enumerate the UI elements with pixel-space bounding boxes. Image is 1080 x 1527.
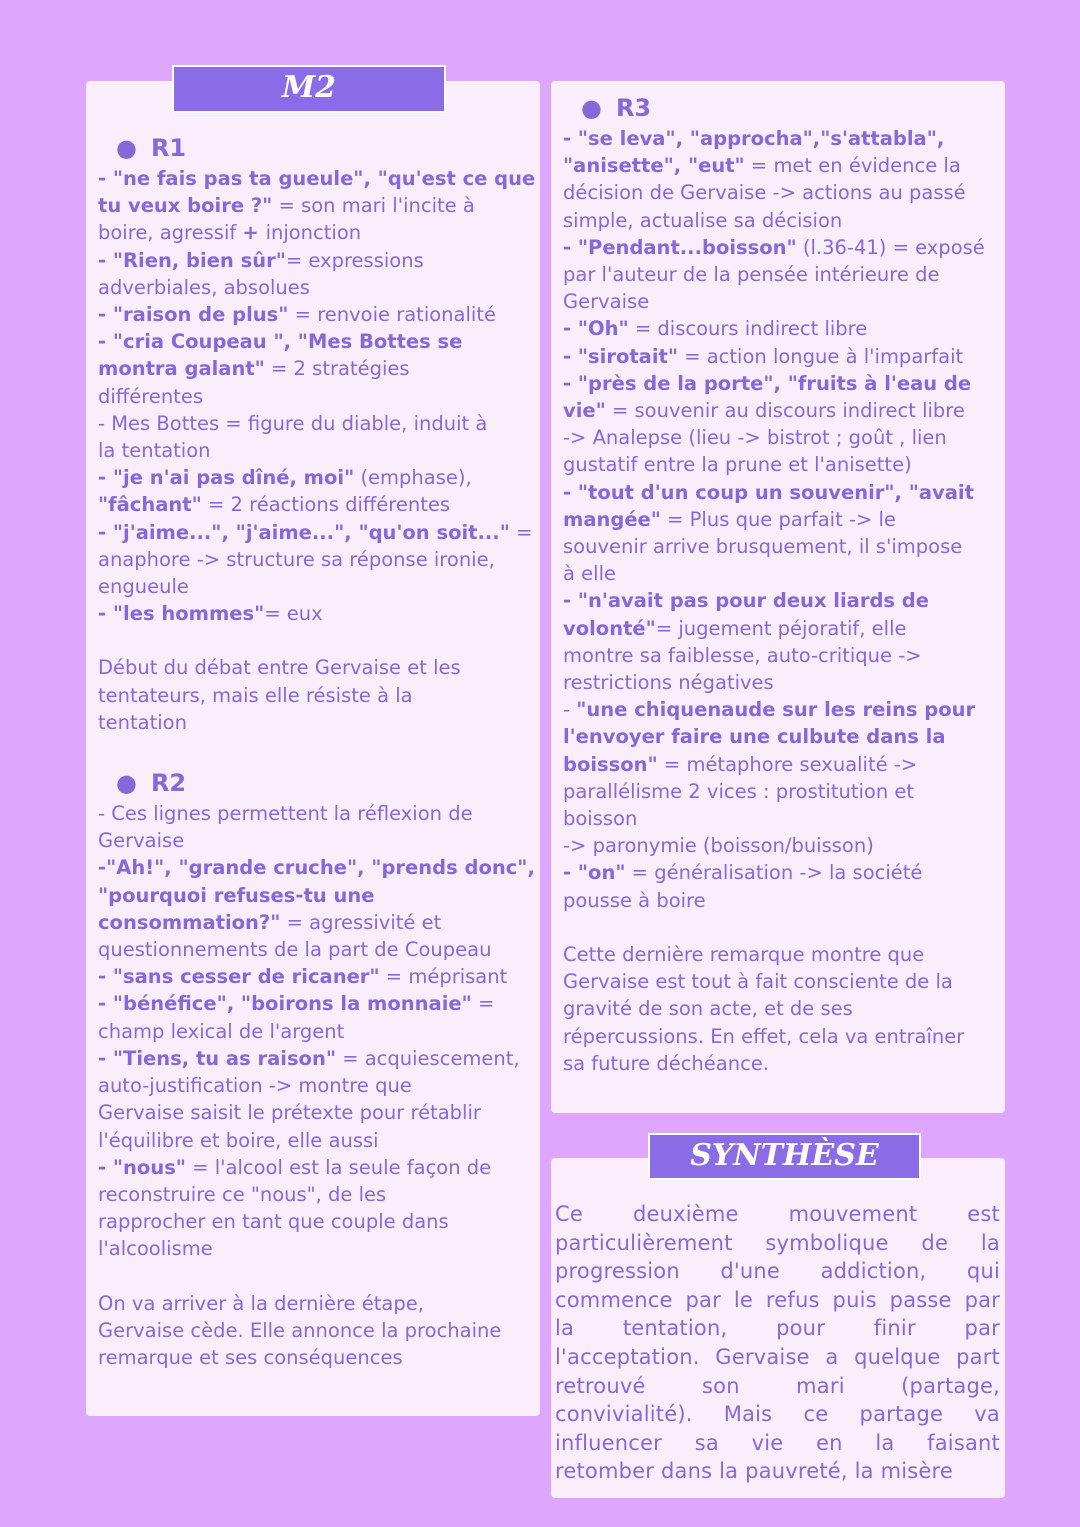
bold-quote: - "bénéfice", "boirons la monnaie"	[98, 992, 472, 1016]
text-segment: remarque et ses conséquences	[98, 1345, 403, 1369]
text-segment: -	[563, 698, 577, 722]
bold-quote: - "les hommes"	[98, 602, 265, 626]
text-line	[563, 152, 1005, 179]
text-segment: la tentation	[98, 439, 211, 463]
text-line	[563, 506, 1005, 533]
text-line	[563, 642, 1005, 669]
bold-quote: boisson"	[563, 752, 658, 776]
text-segment: Cette dernière remarque montre que	[563, 942, 925, 966]
r2-lines	[98, 800, 540, 1262]
r1-lines	[98, 165, 540, 627]
text-line	[98, 519, 540, 546]
r3-lines	[563, 125, 1005, 914]
text-line	[98, 827, 540, 854]
synthese-text	[555, 1200, 1000, 1486]
text-line	[98, 1235, 540, 1262]
card-r3	[551, 81, 1005, 1113]
synthese-line: la tentation, pour finir par	[555, 1316, 1000, 1341]
text-segment: =	[509, 520, 533, 544]
text-line	[563, 1023, 1005, 1050]
text-segment: souvenir arrive brusquement, il s'impose	[563, 535, 963, 559]
text-line	[98, 800, 540, 827]
text-line	[98, 546, 540, 573]
text-segment: Début du débat entre Gervaise et les	[98, 656, 461, 680]
text-line	[98, 654, 540, 681]
text-line	[98, 1181, 540, 1208]
text-segment: sa future déchéance.	[563, 1051, 769, 1075]
text-line	[98, 1127, 540, 1154]
text-segment: par l'auteur de la pensée intérieure de	[563, 263, 940, 287]
bold-quote: montra galant"	[98, 357, 265, 381]
text-line	[98, 464, 540, 491]
bullet-icon: ●	[116, 134, 137, 162]
text-segment: restrictions négatives	[563, 671, 774, 695]
text-line	[563, 859, 1005, 886]
text-line	[98, 963, 540, 990]
text-segment: On va arriver à la dernière étape,	[98, 1291, 424, 1315]
text-line	[563, 778, 1005, 805]
text-line	[563, 723, 1005, 750]
text-segment: montre sa faiblesse, auto-critique ->	[563, 643, 922, 667]
text-line	[98, 1344, 540, 1371]
text-segment: = métaphore sexualité ->	[657, 752, 918, 776]
bold-quote: - "sans cesser de ricaner"	[98, 965, 380, 989]
text-line	[563, 479, 1005, 506]
text-line	[563, 343, 1005, 370]
text-line	[563, 560, 1005, 587]
text-segment: - Ces lignes permettent la réflexion de	[98, 802, 473, 826]
bold-quote: volonté"	[563, 616, 656, 640]
bold-quote: "fâchant"	[98, 493, 202, 517]
bold-quote: - "ne fais pas ta gueule", "qu'est ce que	[98, 167, 536, 190]
bold-quote: - "sirotait"	[563, 344, 678, 368]
bullet-icon: ●	[581, 94, 602, 122]
text-line	[98, 274, 540, 301]
text-segment: rapprocher en tant que couple dans	[98, 1210, 449, 1234]
text-segment: tentation	[98, 710, 187, 734]
bold-quote: - "on"	[563, 861, 626, 885]
synthese-line: l'acceptation. Gervaise a quelque part	[555, 1344, 1000, 1369]
synthese-title-tab: SYNTHÈSE	[648, 1133, 921, 1180]
text-line	[563, 941, 1005, 968]
text-line	[563, 234, 1005, 261]
synthese-line: convivialité). Mais ce partage va	[555, 1402, 1000, 1427]
text-line	[98, 1018, 540, 1045]
text-segment: = l'alcool est la seule façon de	[185, 1155, 492, 1179]
text-segment: l'alcoolisme	[98, 1237, 213, 1261]
bold-quote: - "Tiens, tu as raison"	[98, 1046, 336, 1070]
text-segment: = son mari l'incite à	[272, 194, 475, 218]
text-segment: (l.36-41) = exposé	[796, 235, 985, 259]
text-segment: pousse à boire	[563, 888, 706, 912]
text-line	[98, 573, 540, 600]
synthese-line: progression d'une addiction, qui	[555, 1259, 1000, 1284]
bold-quote: - "Rien, bien sûr"	[98, 248, 286, 272]
bold-quote: consommation?"	[98, 910, 281, 934]
text-line	[98, 600, 540, 627]
text-segment: boisson	[563, 807, 638, 831]
text-segment: Gervaise	[98, 829, 185, 853]
text-segment: Gervaise saisit le prétexte pour rétablir	[98, 1101, 481, 1125]
text-segment: = généralisation -> la société	[625, 861, 923, 885]
text-line	[563, 968, 1005, 995]
text-segment: = acquiescement,	[336, 1046, 520, 1070]
text-segment: (emphase),	[354, 466, 472, 490]
bold-quote: - "je n'ai pas dîné, moi"	[98, 466, 355, 490]
text-line	[563, 1050, 1005, 1077]
bold-quote: +	[242, 221, 266, 245]
text-line	[98, 328, 540, 355]
text-segment: différentes	[98, 384, 203, 408]
bold-quote: - "Oh"	[563, 317, 629, 341]
text-line	[563, 669, 1005, 696]
text-segment: = 2 stratégies	[264, 357, 410, 381]
text-segment: décision de Gervaise -> actions au passé	[563, 181, 966, 205]
text-line	[98, 854, 540, 881]
bold-quote: - "j'aime...", "j'aime...", "qu'on soit..."	[98, 520, 510, 544]
synthese-line: retomber dans la pauvreté, la misère	[555, 1459, 954, 1484]
text-line	[563, 805, 1005, 832]
text-line	[98, 355, 540, 382]
bold-quote: - "raison de plus"	[98, 303, 289, 327]
bold-quote: mangée"	[563, 507, 661, 531]
text-line	[563, 288, 1005, 315]
text-segment: = met en évidence la	[744, 154, 961, 178]
text-line	[563, 424, 1005, 451]
bold-quote: -"Ah!", "grande cruche", "prends donc",	[98, 856, 535, 880]
heading-r1: ● R1	[116, 134, 187, 162]
bold-quote: - "n'avait pas pour deux liards de	[563, 589, 929, 613]
bold-quote: - "tout d'un coup un souvenir", "avait	[563, 480, 974, 504]
text-segment: reconstruire ce "nous", de les	[98, 1182, 387, 1206]
text-line	[563, 207, 1005, 234]
text-segment: -> Analepse (lieu -> bistrot ; goût , lien	[563, 426, 947, 450]
text-line	[98, 1154, 540, 1181]
text-line	[563, 751, 1005, 778]
text-line	[98, 247, 540, 274]
text-segment: Gervaise cède. Elle annonce la prochaine	[98, 1318, 502, 1342]
text-line	[98, 909, 540, 936]
text-line	[563, 696, 1005, 723]
text-line	[98, 192, 540, 219]
text-segment: gravité de son acte, et de ses	[563, 997, 853, 1021]
text-line	[563, 370, 1005, 397]
text-segment: = discours indirect libre	[628, 317, 868, 341]
synthese-line: commence par le refus puis passe par	[555, 1287, 1000, 1312]
text-line	[98, 1072, 540, 1099]
text-segment: questionnements de la part de Coupeau	[98, 938, 492, 962]
bold-quote: vie"	[563, 399, 606, 423]
text-line	[98, 990, 540, 1017]
bold-quote: - "près de la porte", "fruits à l'eau de	[563, 371, 972, 395]
text-segment: = expressions	[285, 248, 424, 272]
bold-quote: "pourquoi refuses-tu une	[98, 883, 375, 907]
text-line	[98, 219, 540, 246]
text-segment: = action longue à l'imparfait	[678, 344, 964, 368]
text-line	[98, 709, 540, 736]
text-line	[98, 165, 540, 192]
text-segment: = jugement péjoratif, elle	[655, 616, 907, 640]
text-segment: = Plus que parfait -> le	[660, 507, 896, 531]
text-segment: répercussions. En effet, cela va entraîner	[563, 1024, 965, 1048]
bullet-icon: ●	[116, 769, 137, 798]
text-line	[563, 451, 1005, 478]
bold-quote: "une chiquenaude sur les reins pour	[576, 698, 976, 722]
text-line	[563, 125, 1005, 152]
text-segment: = agressivité et	[280, 910, 442, 934]
text-segment: auto-justification -> montre que	[98, 1074, 412, 1098]
text-line	[98, 491, 540, 518]
text-segment: = renvoie rationalité	[288, 303, 496, 327]
text-segment: -> paronymie (boisson/buisson)	[563, 834, 874, 858]
heading-r3: ● R3	[581, 94, 652, 122]
text-line	[563, 261, 1005, 288]
synthese-line: retrouvé son mari (partage,	[555, 1373, 1000, 1398]
text-line	[98, 410, 540, 437]
text-line	[563, 615, 1005, 642]
text-segment: anaphore -> structure sa réponse ironie,	[98, 547, 495, 571]
text-segment: parallélisme 2 vices : prostitution et	[563, 779, 915, 803]
bold-quote: "anisette", "eut"	[563, 154, 745, 178]
text-segment: boire, agressif	[98, 221, 243, 245]
r2-summary	[98, 1290, 540, 1372]
text-line	[98, 1208, 540, 1235]
text-line	[563, 587, 1005, 614]
text-segment: = eux	[264, 602, 323, 626]
text-line	[563, 397, 1005, 424]
text-segment: = 2 réactions différentes	[201, 493, 451, 517]
text-segment: simple, actualise sa décision	[563, 208, 843, 232]
text-line	[563, 179, 1005, 206]
text-segment: = méprisant	[379, 965, 508, 989]
synthese-line: particulièrement symbolique de la	[555, 1230, 1000, 1255]
bold-quote: l'envoyer faire une culbute dans la	[563, 725, 946, 749]
bold-quote: - "cria Coupeau ", "Mes Bottes se	[98, 330, 463, 354]
text-segment: =	[471, 992, 495, 1016]
card-m2	[86, 81, 540, 1416]
bold-quote: - "Pendant...boisson"	[563, 235, 797, 259]
synthese-line: Ce deuxième mouvement est	[555, 1202, 1000, 1226]
synthese-line: influencer sa vie en la faisant	[555, 1430, 1000, 1455]
text-line	[563, 832, 1005, 859]
r3-summary	[563, 941, 1005, 1077]
text-segment: gustatif entre la prune et l'anisette)	[563, 453, 912, 477]
bold-quote: - "se leva", "approcha","s'attabla",	[563, 127, 945, 150]
text-segment: Gervaise est tout à fait consciente de la	[563, 970, 953, 994]
bold-quote: tu veux boire ?"	[98, 194, 273, 218]
text-line	[98, 1290, 540, 1317]
text-segment: Gervaise	[563, 290, 650, 314]
m2-title-tab: M2	[172, 65, 446, 113]
r1-summary	[98, 654, 540, 736]
text-line	[98, 882, 540, 909]
text-segment: - Mes Bottes = figure du diable, induit à	[98, 411, 488, 435]
text-segment: l'équilibre et boire, elle aussi	[98, 1128, 379, 1152]
text-line	[563, 887, 1005, 914]
text-line	[98, 1317, 540, 1344]
text-line	[563, 315, 1005, 342]
text-line	[563, 995, 1005, 1022]
text-line	[98, 437, 540, 464]
card-synthese	[551, 1158, 1005, 1498]
bold-quote: - "nous"	[98, 1155, 186, 1179]
text-segment: adverbiales, absolues	[98, 275, 310, 299]
text-segment: injonction	[265, 221, 362, 245]
text-segment: à elle	[563, 562, 616, 586]
text-line	[98, 1099, 540, 1126]
text-line	[98, 383, 540, 410]
heading-r2: ● R2	[116, 769, 187, 798]
text-segment: = souvenir au discours indirect libre	[605, 399, 965, 423]
text-segment: engueule	[98, 575, 189, 599]
text-line	[98, 301, 540, 328]
text-line	[98, 1045, 540, 1072]
text-line	[98, 682, 540, 709]
text-segment: tentateurs, mais elle résiste à la	[98, 683, 413, 707]
text-segment: champ lexical de l'argent	[98, 1019, 345, 1043]
text-line	[98, 936, 540, 963]
text-line	[563, 533, 1005, 560]
